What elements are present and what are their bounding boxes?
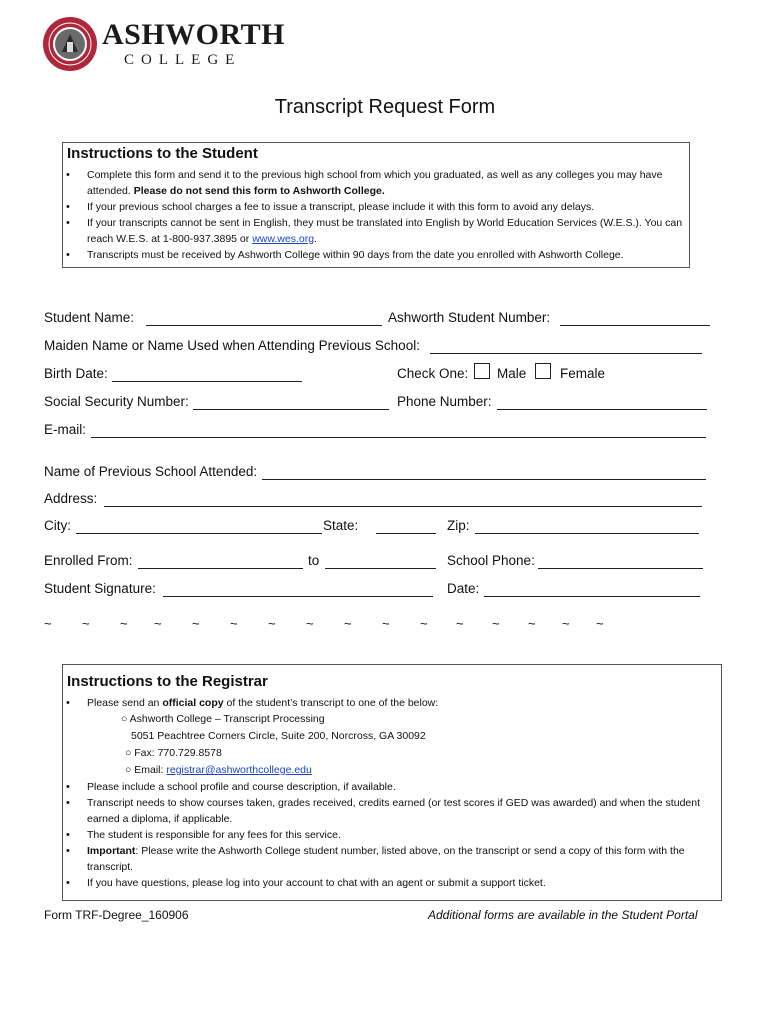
signature-field[interactable] [163,596,433,597]
list-item: • Transcript needs to show courses taken, grades received, credits earned (or test scores if GED was awarded) and when the student earned a diploma, if applicable. [63,795,715,827]
school-phone-field[interactable] [538,568,703,569]
ashworth-college-logo [42,16,285,74]
tilde-mark: ~ [562,616,570,631]
portal-note: Additional forms are available in the Student Portal [428,908,698,922]
page-title: Transcript Request Form [274,96,496,118]
student-instructions-box [62,142,690,268]
registrar-email-link[interactable]: registrar@ashworthcollege.edu [166,764,312,776]
student-name-label: Student Name: [44,310,135,325]
maiden-name-field[interactable] [430,353,702,354]
tilde-mark: ~ [344,616,352,631]
tilde-mark: ~ [192,616,200,631]
zip-field[interactable] [475,533,699,534]
wes-link[interactable]: www.wes.org [252,233,315,245]
list-item: • Please include a school profile and course description, if available. [63,779,715,795]
brand-name: ASHWORTH [102,18,285,51]
list-item: • If you have questions, please log into your account to chat with an agent or submit a support ticket. [63,875,715,891]
female-label: Female [560,366,606,381]
registrar-instructions-heading: Instructions to the Registrar [67,673,268,690]
registrar-instructions-box [62,664,722,901]
birth-date-field[interactable] [112,381,302,382]
signature-label: Student Signature: [44,581,156,596]
previous-school-label: Name of Previous School Attended: [44,464,258,479]
check-one-label: Check One: [397,366,469,381]
date-label: Date: [447,581,480,596]
state-field[interactable] [376,533,436,534]
ssn-field[interactable] [193,409,389,410]
list-item: • If your previous school charges a fee to issue a transcript, please include it with this form to avoid any delays. [63,199,689,215]
brand-subtitle: COLLEGE [124,52,242,68]
enrolled-from-field[interactable] [138,568,303,569]
email-field[interactable] [91,437,706,438]
enrolled-from-label: Enrolled From: [44,553,133,568]
city-label: City: [44,518,71,533]
school-phone-label: School Phone: [447,553,535,568]
student-name-field[interactable] [146,325,382,326]
previous-school-field[interactable] [262,479,706,480]
tilde-mark: ~ [230,616,238,631]
registrar-instructions-list [63,695,715,891]
tilde-mark: ~ [528,616,536,631]
state-label: State: [323,518,359,533]
tilde-mark: ~ [492,616,500,631]
mail-address-line: ○ Ashworth College – Transcript Processing [121,713,325,725]
male-label: Male [497,366,527,381]
student-number-label: Ashworth Student Number: [388,310,551,325]
list-item: • Important: Please write the Ashworth College student number, listed above, on the transcript or send a copy of this form with the transcript. [63,843,715,875]
phone-field[interactable] [497,409,707,410]
ssn-label: Social Security Number: [44,394,189,409]
college-seal-icon [42,16,98,72]
tilde-mark: ~ [456,616,464,631]
address-field[interactable] [104,506,702,507]
date-field[interactable] [484,596,700,597]
tilde-mark: ~ [268,616,276,631]
address-label: Address: [44,491,98,506]
to-label: to [308,553,320,568]
student-number-field[interactable] [560,325,710,326]
tilde-mark: ~ [596,616,604,631]
list-item: • If your transcripts cannot be sent in English, they must be translated into English by World Education Services (W.E.S.). You can reach W.E.S. at 1-800-937.3895 or www.wes.org. [63,215,689,247]
enrolled-to-field[interactable] [325,568,436,569]
student-instructions-list [63,167,689,263]
maiden-name-label: Maiden Name or Name Used when Attending Previous School: [44,338,420,353]
mail-address-line: 5051 Peachtree Corners Circle, Suite 200, Norcross, GA 30092 [131,730,426,742]
student-instructions-heading: Instructions to the Student [67,145,258,162]
tilde-mark: ~ [420,616,428,631]
email-label: E-mail: [44,422,87,437]
male-checkbox[interactable] [474,363,490,379]
tilde-mark: ~ [306,616,314,631]
list-item: • Transcripts must be received by Ashworth College within 90 days from the date you enrolled with Ashworth College. [63,247,689,263]
birth-date-label: Birth Date: [44,366,108,381]
form-id: Form TRF-Degree_160906 [44,908,189,922]
city-field[interactable] [76,533,322,534]
tilde-mark: ~ [44,616,52,631]
list-item: • Please send an official copy of the student’s transcript to one of the below: [63,695,715,711]
female-checkbox[interactable] [535,363,551,379]
tilde-mark: ~ [154,616,162,631]
zip-label: Zip: [447,518,470,533]
fax-line: ○ Fax: 770.729.8578 [125,747,222,759]
tilde-mark: ~ [82,616,90,631]
list-item: • Complete this form and send it to the previous high school from which you graduated, as well as any colleges you may have attended. Please do not send this form to Ashworth College. [63,167,689,199]
tilde-mark: ~ [382,616,390,631]
email-line: ○ Email: registrar@ashworthcollege.edu [125,764,312,776]
tilde-mark: ~ [120,616,128,631]
list-item: • The student is responsible for any fees for this service. [63,827,715,843]
phone-label: Phone Number: [397,394,492,409]
